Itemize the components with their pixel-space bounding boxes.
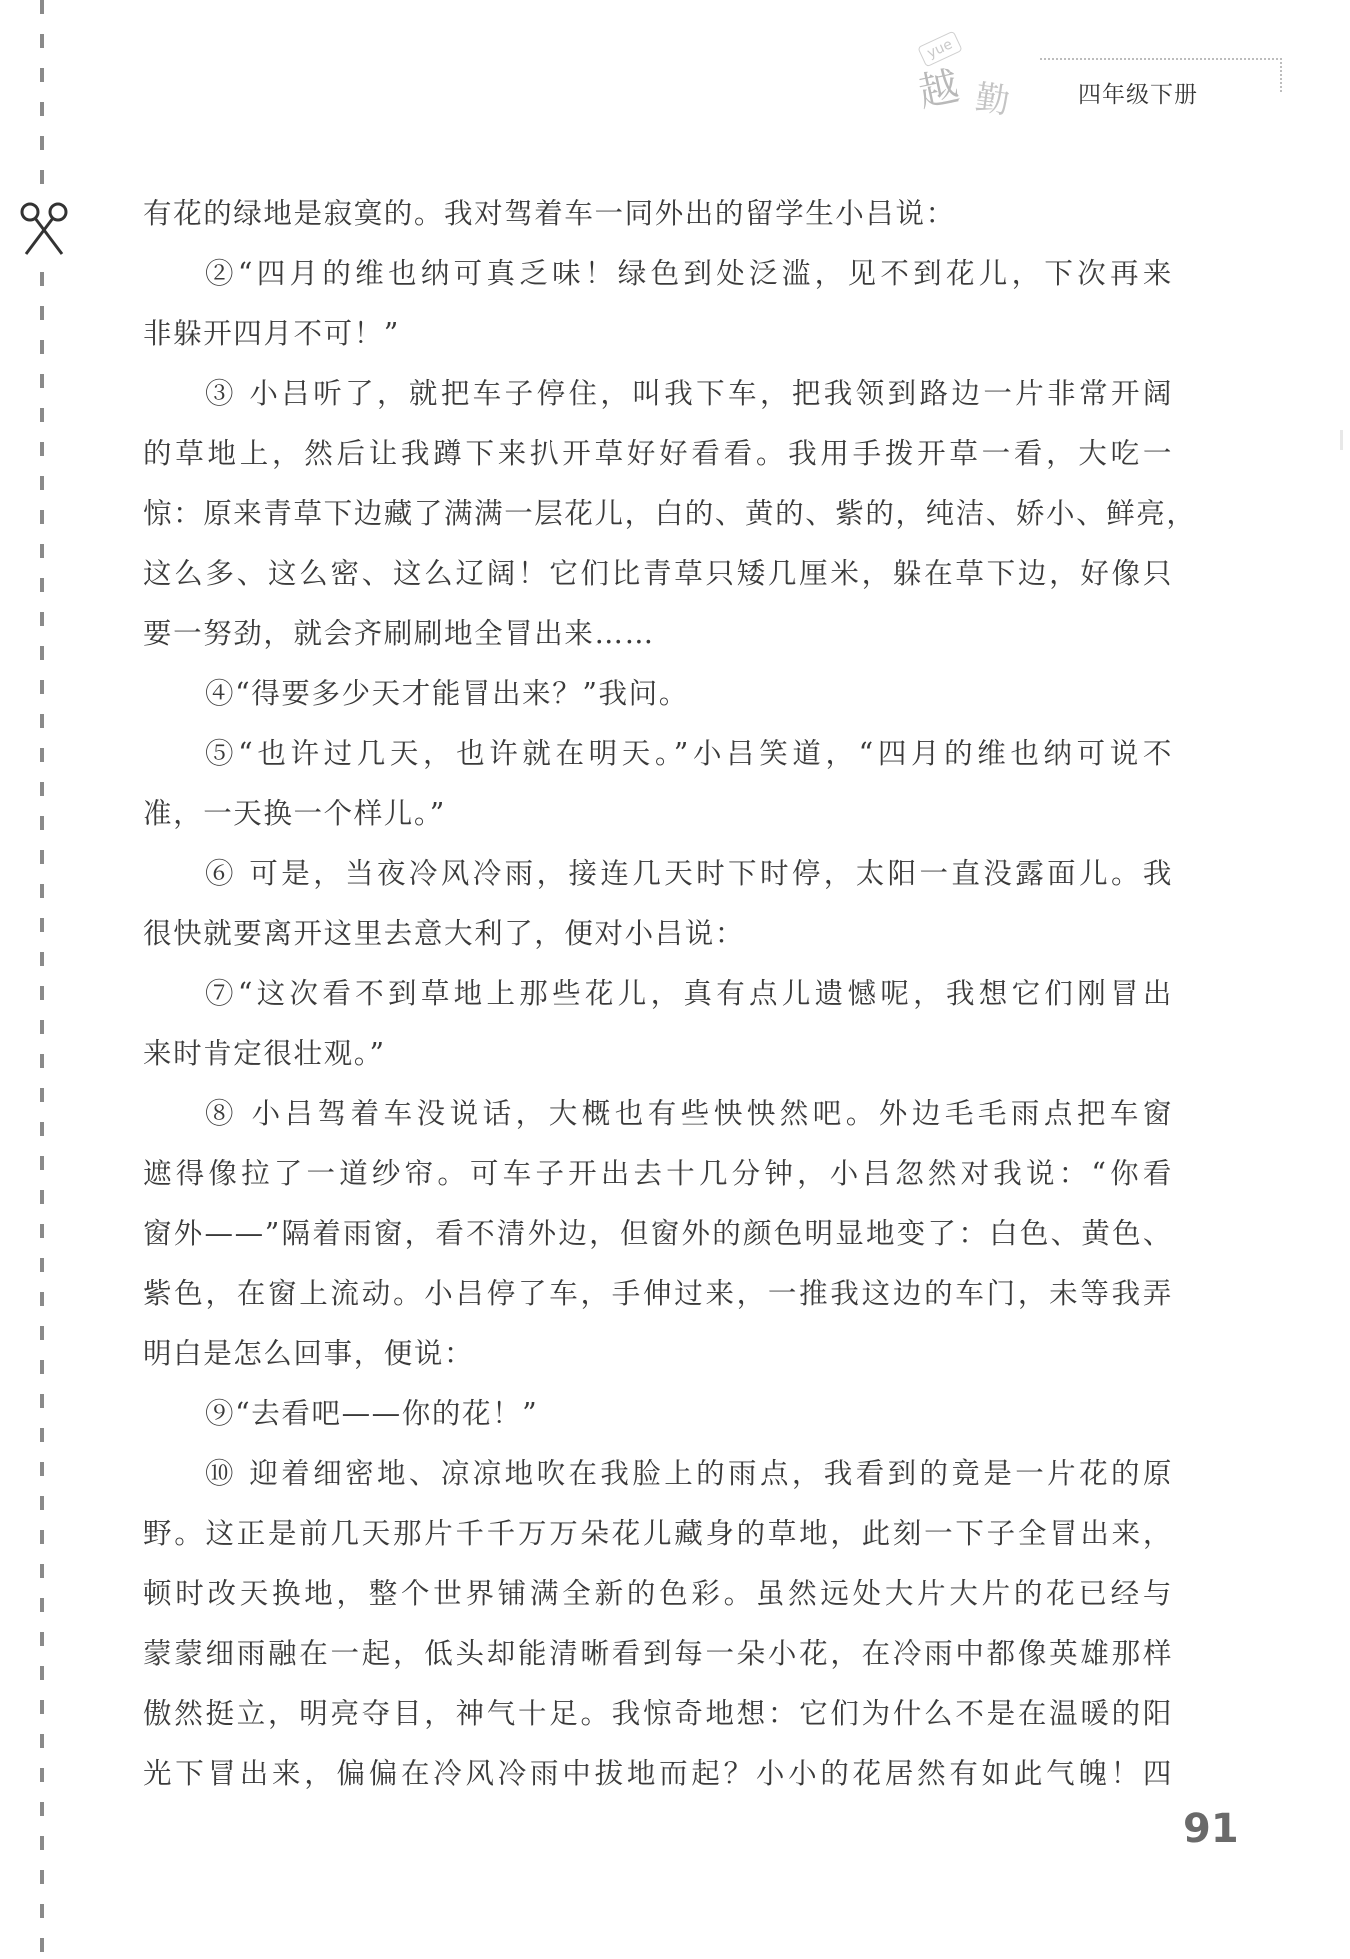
text-line: 准，一天换一个样儿。” (143, 797, 446, 830)
text-line: ②“四月的维也纳可真乏味！绿色到处泛滥，见不到花儿，下次再来 (205, 257, 1173, 290)
scissors-icon (16, 200, 72, 260)
text-line: ⑨“去看吧——你的花！” (205, 1397, 539, 1430)
text-line: 蒙蒙细雨融在一起，低头却能清晰看到每一朵小花，在冷雨中都像英雄那样 (143, 1637, 1173, 1670)
text-line: 很快就要离开这里去意大利了，便对小吕说： (143, 917, 746, 950)
text-line: 光下冒出来，偏偏在冷风冷雨中拔地而起？小小的花居然有如此气魄！四 (143, 1757, 1173, 1790)
article-body (143, 184, 1197, 1804)
text-line: 非躲开四月不可！” (143, 317, 400, 350)
text-line: 要一努劲，就会齐刷刷地全冒出来…… (143, 617, 655, 650)
logo-char-2: 勤 (972, 77, 1013, 123)
text-line: ③ 小吕听了，就把车子停住，叫我下车，把我领到路边一片非常开阔 (205, 377, 1173, 410)
logo-char-1: 越 (914, 63, 964, 117)
text-line: 的草地上，然后让我蹲下来扒开草好好看看。我用手拨开草一看，大吃一 (143, 437, 1173, 470)
text-line: 这么多、这么密、这么辽阔！它们比青草只矮几厘米，躲在草下边，好像只 (143, 557, 1173, 590)
text-line: 窗外——”隔着雨窗，看不清外边，但窗外的颜色明显地变了：白色、黄色、 (143, 1217, 1173, 1250)
text-line: ⑥ 可是，当夜冷风冷雨，接连几天时下时停，太阳一直没露面儿。我 (205, 857, 1173, 890)
edge-mark (1340, 430, 1343, 450)
text-line: ⑤“也许过几天，也许就在明天。”小吕笑道，“四月的维也纳可说不 (205, 737, 1173, 770)
text-line: 有花的绿地是寂寞的。我对驾着车一同外出的留学生小吕说： (143, 197, 956, 230)
text-line: 来时肯定很壮观。” (143, 1037, 386, 1070)
text-line: ④“得要多少天才能冒出来？”我问。 (205, 677, 689, 710)
page-number: 91 (1183, 1806, 1239, 1852)
text-line: ⑦“这次看不到草地上那些花儿，真有点儿遗憾呢，我想它们刚冒出 (205, 977, 1173, 1010)
text-line: 野。这正是前几天那片千千万万朵花儿藏身的草地，此刻一下子全冒出来， (143, 1517, 1173, 1550)
publisher-logo (858, 28, 1028, 128)
text-line: ⑩ 迎着细密地、凉凉地吹在我脸上的雨点，我看到的竟是一片花的原 (205, 1457, 1173, 1490)
text-line: 遮得像拉了一道纱帘。可车子开出去十几分钟，小吕忽然对我说：“你看 (143, 1157, 1173, 1190)
text-line: 惊：原来青草下边藏了满满一层花儿，白的、黄的、紫的，纯洁、娇小、鲜亮， (143, 497, 1197, 530)
text-line: 顿时改天换地，整个世界铺满全新的色彩。虽然远处大片大片的花已经与 (143, 1577, 1173, 1610)
text-line: 明白是怎么回事，便说： (143, 1337, 475, 1370)
text-line: 紫色，在窗上流动。小吕停了车，手伸过来，一推我这边的车门，未等我弄 (143, 1277, 1173, 1310)
cut-line (40, 0, 44, 1959)
text-line: 傲然挺立，明亮夺目，神气十足。我惊奇地想：它们为什么不是在温暖的阳 (143, 1697, 1173, 1730)
grade-label: 四年级下册 (1078, 82, 1198, 108)
text-line: ⑧ 小吕驾着车没说话，大概也有些怏怏然吧。外边毛毛雨点把车窗 (205, 1097, 1173, 1130)
logo-small-text: yue (917, 31, 962, 68)
